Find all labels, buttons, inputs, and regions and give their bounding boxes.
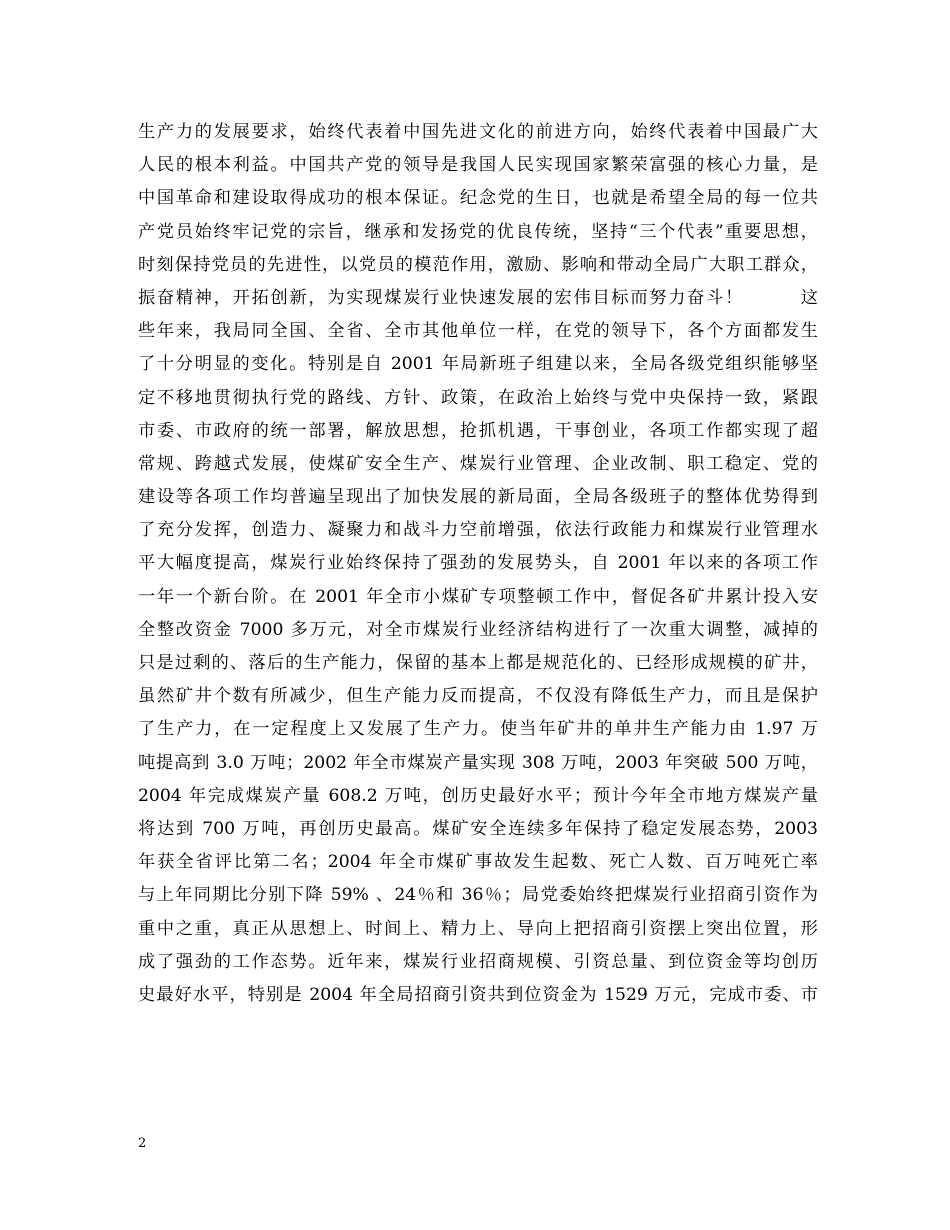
text-line: 些年来，我局同全国、全省、全市其他单位一样，在党的领导下，各个方面都发生	[138, 321, 818, 342]
text-line: 全整改资金 7000 多万元，对全市煤炭行业经济结构进行了一次重大调整，减掉的	[138, 619, 818, 640]
text-line: 了充分发挥，创造力、凝聚力和战斗力空前增强，依法行政能力和煤炭行业管理水	[138, 520, 818, 541]
text-line: 一年一个新台阶。在 2001 年全市小煤矿专项整顿工作中，督促各矿井累计投入安	[138, 586, 818, 607]
text-line: 产党员始终牢记党的宗旨，继承和发扬党的优良传统，坚持“三个代表”重要思想，	[138, 221, 818, 242]
text-line: 时刻保持党员的先进性，以党员的模范作用，激励、影响和带动全局广大职工群众，	[138, 254, 818, 275]
text-line: 吨提高到 3.0 万吨；2002 年全市煤炭产量实现 308 万吨，2003 年突破 500 万吨，	[138, 752, 818, 773]
text-line: 振奋精神，开拓创新，为实现煤炭行业快速发展的宏伟目标而努力奋斗！ 这	[138, 287, 818, 308]
text-line: 中国革命和建设取得成功的根本保证。纪念党的生日，也就是希望全局的每一位共	[138, 188, 818, 209]
body-paragraph	[138, 116, 818, 1012]
text-line: 成了强劲的工作态势。近年来，煤炭行业招商规模、引资总量、到位资金等均创历	[138, 951, 818, 972]
text-line: 2004 年完成煤炭产量 608.2 万吨，创历史最好水平；预计今年全市地方煤炭产量	[138, 785, 818, 806]
text-line: 定不移地贯彻执行党的路线、方针、政策，在政治上始终与党中央保持一致，紧跟	[138, 387, 818, 408]
text-line: 生产力的发展要求，始终代表着中国先进文化的前进方向，始终代表着中国最广大	[138, 122, 818, 142]
page-number: 2	[138, 1136, 147, 1151]
text-line: 人民的根本利益。中国共产党的领导是我国人民实现国家繁荣富强的核心力量，是	[138, 155, 818, 176]
text-line: 建设等各项工作均普遍呈现出了加快发展的新局面，全局各级班子的整体优势得到	[138, 487, 818, 508]
text-line: 了十分明显的变化。特别是自 2001 年局新班子组建以来，全局各级党组织能够坚	[138, 354, 818, 375]
text-line: 市委、市政府的统一部署，解放思想，抢抓机遇，干事创业，各项工作都实现了超	[138, 420, 818, 441]
text-line: 了生产力，在一定程度上又发展了生产力。使当年矿井的单井生产能力由 1.97 万	[138, 719, 818, 740]
text-line: 虽然矿井个数有所减少，但生产能力反而提高，不仅没有降低生产力，而且是保护	[138, 686, 818, 707]
text-line: 平大幅度提高，煤炭行业始终保持了强劲的发展势头，自 2001 年以来的各项工作	[138, 553, 818, 574]
text-line: 常规、跨越式发展，使煤矿安全生产、煤炭行业管理、企业改制、职工稳定、党的	[138, 453, 818, 474]
text-line: 与上年同期比分别下降 59% 、24％和 36％；局党委始终把煤炭行业招商引资作为	[138, 885, 818, 906]
text-line: 将达到 700 万吨，再创历史最高。煤矿安全连续多年保持了稳定发展态势，2003	[138, 818, 818, 839]
text-line: 年获全省评比第二名；2004 年全市煤矿事故发生起数、死亡人数、百万吨死亡率	[138, 852, 818, 873]
text-line: 重中之重，真正从思想上、时间上、精力上、导向上把招商引资摆上突出位置，形	[138, 918, 818, 939]
text-line: 只是过剩的、落后的生产能力，保留的基本上都是规范化的、已经形成规模的矿井，	[138, 653, 818, 673]
text-line: 史最好水平，特别是 2004 年全局招商引资共到位资金为 1529 万元，完成市委、市	[138, 984, 818, 1005]
